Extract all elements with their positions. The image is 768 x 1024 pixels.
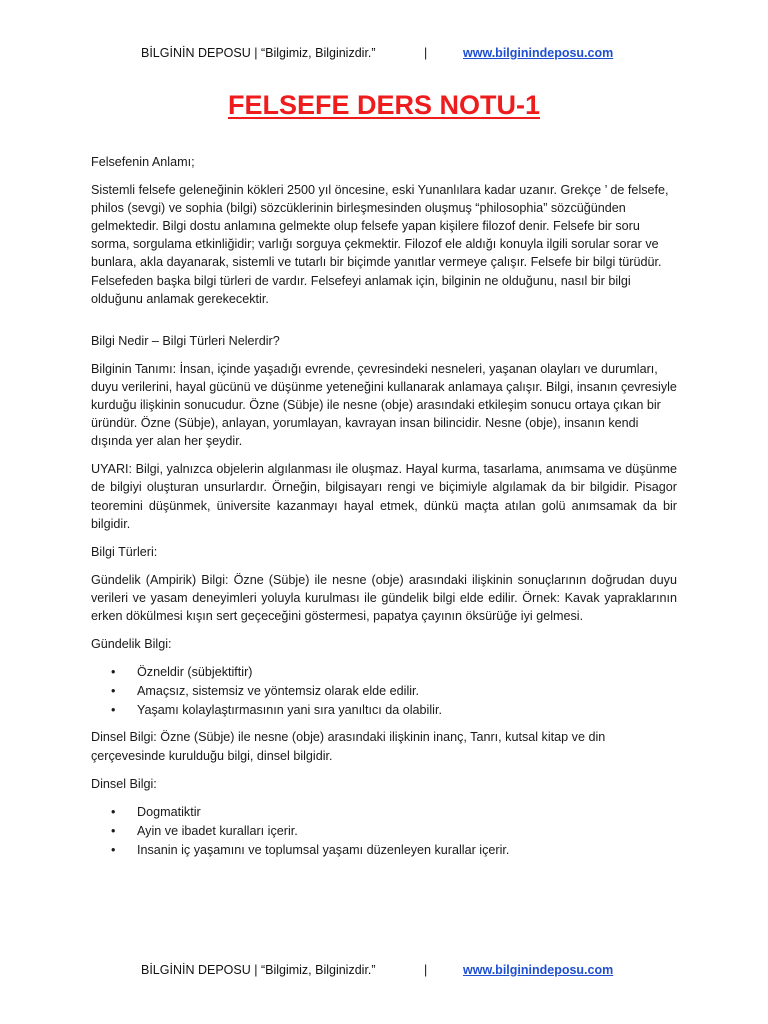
list-item-text: Amaçsız, sistemsiz ve yöntemsiz olarak elde edilir. [137, 684, 420, 699]
document-body [91, 153, 677, 868]
bilgi-heading: Bilgi Nedir – Bilgi Türleri Nelerdir? [91, 333, 280, 348]
footer-brand: BİLGİNİN DEPOSU | “Bilgimiz, Bilginizdir.” [141, 963, 376, 977]
list-item-text: Dogmatiktir [137, 804, 201, 819]
dinsel-heading: Dinsel Bilgi: [91, 776, 157, 791]
bullet-icon: • [111, 703, 116, 718]
document-title-text: FELSEFE DERS NOTU-1 [227, 90, 541, 120]
list-item-text: Öznel​dir (sübjektiftir) [137, 665, 253, 680]
list-item-text: Yaşamı kolaylaştırmasının yani sıra yanıltıcı da olabilir. [137, 703, 442, 718]
list-item [91, 841, 677, 859]
header-brand: BİLGİNİN DEPOSU | “Bilgimiz, Bilginizdir.” [141, 46, 376, 60]
gundelik-list [91, 663, 677, 719]
document-title [0, 90, 768, 121]
list-item-text: Insanin iç yaşamını ve toplumsal yaşamı düzenleyen kurallar içerir. [137, 842, 510, 857]
bullet-icon: • [111, 665, 116, 680]
bullet-icon: • [111, 842, 116, 857]
bilgi-paragraph: Bilginin Tanımı: İnsan, içinde yaşadığı evrende, çevresindeki nesneleri, yaşanan olayları ve durumları, duyu verilerini, hayal gücünü ve düşünme yeteneğini kullanarak anlamaya çalışır. Bilgi, insanın çevresiyle kurduğu ilişkinin sonucudur. Özne (Sübje) ile nesne (obje) arasındaki etkileşim sonucu ortaya çıkan bir üründür. Özne (Sübje), anlayan, yorumlayan, kavrayan insan bilincidir. Nesne (obje), insanın kendi dışında yer alan her şeydir. [91, 361, 677, 449]
bullet-icon: • [111, 804, 116, 819]
gundelik-heading: Gündelik Bilgi: [91, 637, 172, 652]
turler-heading: Bilgi Türleri: [91, 544, 158, 559]
footer-website-link[interactable]: www.bilginindeposu.com [463, 963, 614, 977]
gundelik-paragraph: Gündelik (Ampirik) Bilgi: Özne (Sübje) ile nesne (obje) arasındaki ilişkinin sonuçlarının doğrudan duyu verileri ve yasam deneyimleri yoluyla kurulması ile gündelik bilgi elde edilir. Örnek: Kavak yapraklarının erken dökülmesi kışın sert geçeceğini göstermesi, papatya çayının öksürüğe iyi gelmesi. [91, 572, 677, 623]
bullet-icon: • [111, 684, 116, 699]
list-item-text: Ayin ve ibadet kuralları içerir. [137, 823, 298, 838]
header-separator: | [424, 46, 428, 60]
felsefe-paragraph: Sistemli felsefe geleneğinin kökleri 2500 yıl öncesine, eski Yunanlılara kadar uzanır. Grekçe ’ de felsefe, philos (sevgi) ve sophia (bilgi) sözcüklerinin birleşmesinden oluşmuş “philosophia” sözcüğünden gelmektedir. Bilgi dostu anlamına gelmekte olup felsefe yapan kişilere filozof denir. Felsefe bir soru sorma, sorgulama etkinliğidir; varlığı sorguya çekmektir. Filozof ele aldığı konuyla ilgili sorular sorar ve bunlara, akla dayanarak, sistemli ve tutarlı bir biçimde yanıtlar vermeye çalışır. Felsefe bir bilgi türüdür. Felsefeden başka bilgi türleri de vardır. Felsefeyi anlamak için, bilginin ne olduğunu, nasıl bir bilgi olduğunu anlamak gerekecektir. [91, 183, 669, 306]
dinsel-list [91, 803, 677, 859]
dinsel-paragraph: Dinsel Bilgi: Özne (Sübje) ile nesne (obje) arasındaki ilişkinin inanç, Tanrı, kutsal kitap ve din çerçevesinde kurulduğu bilgi, dinsel bilgidir. [91, 730, 606, 763]
list-item [91, 803, 677, 821]
uyari-paragraph: UYARI: Bilgi, yalnızca objelerin algılanması ile oluşmaz. Hayal kurma, tasarlama, anımsama ve düşünme de bilgiyi oluşturan unsurlardır. Örneğin, bilgisayarı rengi ve biçimiyle algılamak da bir bilgidir. Pisagor teoremini düşünmek, üniversite kazanmayı hayal etmek, dünkü maçta atılan golü anımsamak da bir bilgidir. [91, 462, 677, 531]
felsefe-heading: Felsefenin Anlamı; [91, 155, 195, 169]
list-item [91, 663, 677, 681]
bullet-icon: • [111, 823, 116, 838]
footer-separator: | [424, 963, 428, 977]
list-item [91, 682, 677, 700]
list-item [91, 701, 677, 719]
list-item [91, 822, 677, 840]
header-website-link[interactable]: www.bilginindeposu.com [463, 46, 614, 60]
